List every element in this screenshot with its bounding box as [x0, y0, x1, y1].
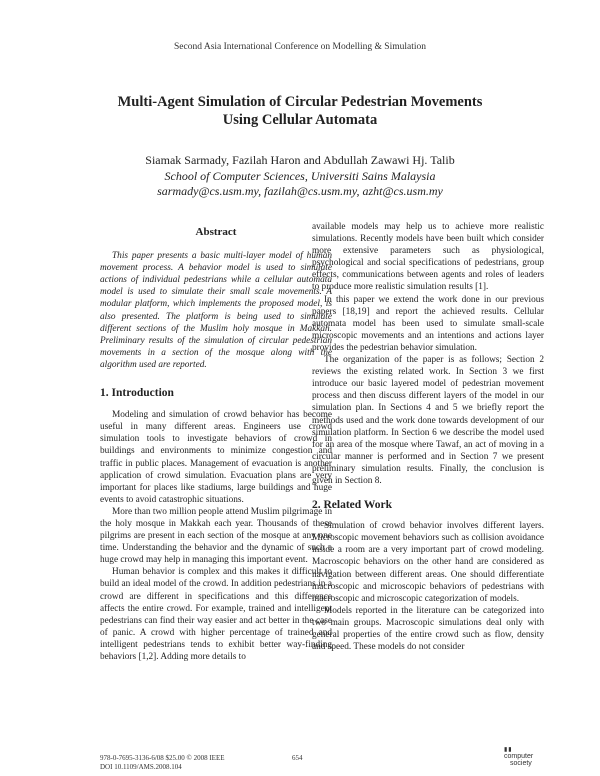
- author-affiliation: School of Computer Sciences, Universiti Sains Malaysia: [164, 168, 436, 183]
- section-heading-related-work: 2. Related Work: [312, 499, 392, 512]
- intro-paragraph-4: available models may help us to achieve more realistic simulations. Recently models have been built which consider more extensive parameters such as physiological, psychological and social specifications of pedestrians, group effects, communications between agents and roles of leaders to produce more realistic simulation results [1].: [312, 222, 544, 293]
- footer-doi: DOI 10.1109/AMS.2008.104: [100, 763, 182, 771]
- logo-text-line-1: computer: [504, 753, 534, 760]
- section-heading-introduction: 1. Introduction: [100, 387, 174, 400]
- abstract-heading: Abstract: [195, 226, 237, 238]
- title-line-2: Using Cellular Automata: [222, 112, 378, 128]
- author-block: [60, 153, 540, 200]
- footer-copyright: [100, 754, 225, 772]
- footer-isbn: 978-0-7695-3136-6/08 $25.00 © 2008 IEEE: [100, 754, 225, 762]
- intro-paragraph-3: Human behavior is complex and this makes it difficult to build an ideal model of the crowd. In addition pedestrians in a crowd are different in specifications and this difference affects the entire crowd. For example, trained and intelligent pedestrians can find their way easier and act better in the case of panic. A crowd with higher percentage of trained and intelligent pedestrians tends to exhibit better way-finding behaviors [1,2]. Adding more details to: [100, 567, 332, 662]
- intro-paragraph-6: The organization of the paper is as follows; Section 2 reviews the existing related work. In Section 3 we first introduce our basic layered model of pedestrian movement process and then discuss different layers of the model in our simulation plan. In Sections 4 and 5 we briefly report the methods used and the work done towards development of our simulation platform. In Section 6 we describe the model used for an area of the mosque where Tawaf, an act of moving in a circular manner is performed and in Section 7 we present preliminary simulation results. Finally, the conclusion is given in Section 8.: [312, 355, 544, 486]
- page-number: 654: [292, 754, 303, 762]
- conference-header: Second Asia International Conference on Modelling & Simulation: [174, 42, 426, 52]
- logo-text-line-2: society: [510, 760, 532, 767]
- computer-society-logo: [504, 747, 544, 769]
- logo-bars-icon: ▮▮: [504, 747, 513, 753]
- related-paragraph-2: Models reported in the literature can be categorized into two main groups. Macroscopic simulations deal only with general properties of the entire crowd such as flow, density and speed. These models do not consider: [312, 605, 544, 653]
- intro-paragraph-2: More than two million people attend Muslim pilgrimage in the holy mosque in Makkah each year. Thousands of these pilgrims are present in each section of the mosque at any one time. Understanding the behavior and the dynamic of such a huge crowd may help in managing this important event.: [100, 506, 332, 566]
- intro-paragraph-5: In this paper we extend the work done in our previous papers [18,19] and report the achieved results. Cellular automata model has been used to simulate small-scale microscopic movements and an intentions and actions layer provides the pedestrian behavior simulation.: [312, 294, 544, 353]
- author-emails: sarmady@cs.usm.my, fazilah@cs.usm.my, azht@cs.usm.my: [157, 184, 443, 198]
- title-line-1: Multi-Agent Simulation of Circular Pedestrian Movements: [117, 94, 483, 110]
- paper-title: [60, 93, 540, 129]
- right-column: [312, 221, 544, 653]
- related-paragraph-1: Simulation of crowd behavior involves different layers. Microscopic movement behaviors such as collision avoidance inside a room are a very important part of crowd modeling. Macroscopic behaviors on the other hand are considered as navigation between different areas. One should differentiate macroscopic and microscopic behaviors of pedestrians with macroscopic and microscopic categorization of models.: [312, 521, 544, 604]
- abstract-text: This paper presents a basic multi-layer model of human movement process. A behavior model is used to simulate actions of individual pedestrians while a cellular automata model is used to simulate their small scale movements. A modular platform, which implements the proposed model, is also presented. The platform is being used to simulate different sections of the Muslim holy mosque in Makkah. Preliminary results of the simulation of circular pedestrian movements in a section of the mosque along with the algorithm used are reported.: [100, 251, 332, 370]
- author-names: Siamak Sarmady, Fazilah Haron and Abdullah Zawawi Hj. Talib: [145, 153, 455, 167]
- left-column: [100, 224, 332, 663]
- intro-paragraph-1: Modeling and simulation of crowd behavior has become useful in many different areas. Engineers use crowd simulation tools to investigate behaviors of crowd in buildings and environments to minimize congestion and traffic in public places. Management of evacuation is another application of crowd simulation. Evacuation plans are very important for places like stadiums, large buildings and huge events to avoid catastrophic situations.: [100, 410, 332, 505]
